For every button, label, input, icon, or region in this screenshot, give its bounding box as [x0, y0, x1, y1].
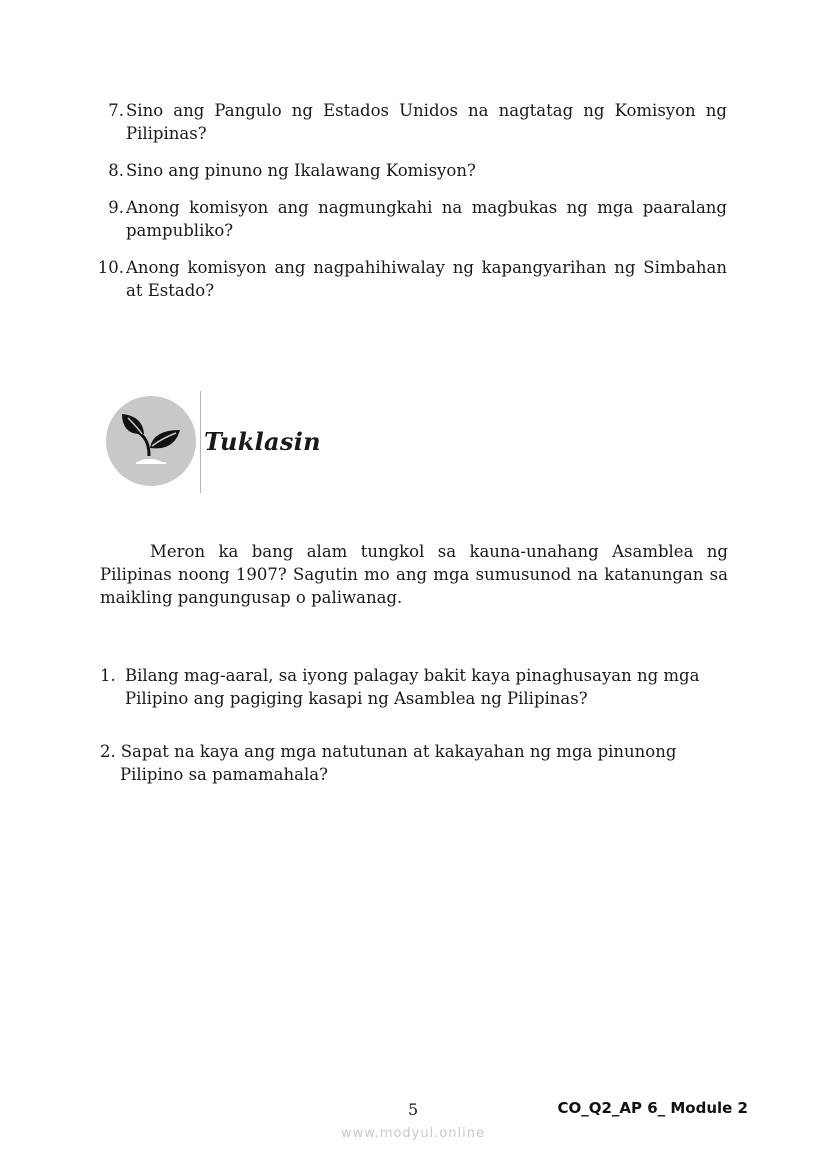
section-title: Tuklasin [204, 427, 321, 456]
header-divider [200, 391, 201, 493]
question-text: Sapat na kaya ang mga natutunan at kakayahan ng mga pinunong Pilipino sa pamamahala? [120, 742, 677, 784]
page-number: 5 [408, 1100, 419, 1119]
list-item [90, 256, 727, 302]
activity-questions [100, 664, 700, 786]
question-text: Anong komisyon ang nagmungkahi na magbukas ng mga paaralang pampubliko? [126, 198, 727, 240]
sprout-icon [106, 396, 196, 486]
question-number: 7. [108, 101, 124, 120]
question-text: Bilang mag-aaral, sa iyong palagay bakit kaya pinaghusayan ng mga Pilipino ang pagiging kasapi ng Asamblea ng Pilipinas? [125, 666, 700, 708]
list-item [90, 196, 727, 242]
watermark: www.modyul.online [340, 1126, 486, 1141]
list-item [100, 740, 700, 786]
question-number: 8. [108, 161, 124, 180]
question-number: 2. [100, 742, 116, 761]
list-item [90, 159, 727, 182]
module-code: CO_Q2_AP 6_ Module 2 [557, 1099, 748, 1117]
question-number: 10. [97, 258, 124, 277]
intro-text: Meron ka bang alam tungkol sa kauna-unahang Asamblea ng Pilipinas noong 1907? Sagutin mo ang mga sumusunod na katanungan sa maikling pangungusap o paliwanag. [100, 542, 728, 607]
section-header [100, 391, 360, 493]
question-text: Anong komisyon ang nagpahihiwalay ng kapangyarihan ng Simbahan at Estado? [126, 258, 727, 300]
question-text: Sino ang pinuno ng Ikalawang Komisyon? [126, 161, 476, 180]
question-list [90, 99, 727, 316]
list-item [100, 664, 700, 710]
question-text: Sino ang Pangulo ng Estados Unidos na nagtatag ng Komisyon ng Pilipinas? [126, 101, 727, 143]
list-item [90, 99, 727, 145]
question-number: 9. [108, 198, 124, 217]
question-number: 1. [100, 666, 116, 685]
intro-paragraph [100, 540, 728, 609]
